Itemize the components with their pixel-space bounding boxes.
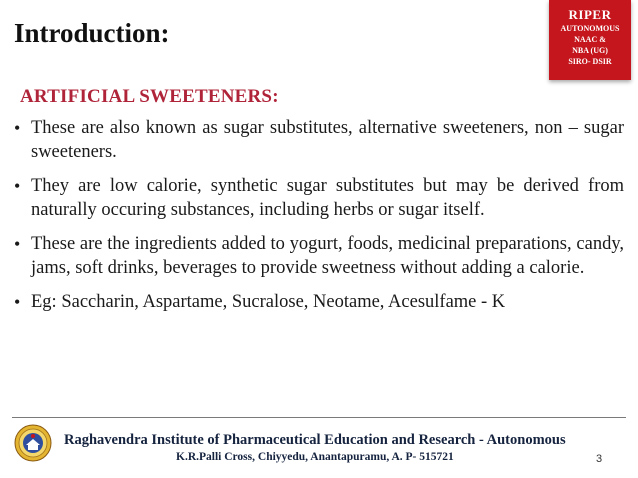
bullet-list: [12, 116, 624, 324]
section-heading: ARTIFICIAL SWEETENERS:: [20, 86, 279, 107]
page-number: 3: [596, 453, 603, 465]
badge-line: NAAC &: [574, 35, 606, 44]
bullet-text: Eg: Saccharin, Aspartame, Sucralose, Neotame, Acesulfame - K: [31, 292, 506, 312]
bullet-text: These are the ingredients added to yogurt, foods, medicinal preparations, candy, jams, soft drinks, beverages to provide sweetness without adding a calorie.: [31, 234, 624, 278]
institution-emblem-icon: [14, 424, 52, 462]
accreditation-badge: [549, 0, 631, 80]
bullet-text: These are also known as sugar substitutes, alternative sweeteners, non – sugar sweeteners.: [31, 118, 624, 162]
bullet-item: [12, 232, 624, 280]
bullet-icon: •: [14, 176, 21, 196]
slide-title: Introduction:: [14, 18, 170, 48]
footer-address: K.R.Palli Cross, Chiyyedu, Anantapuramu, A. P- 515721: [176, 451, 454, 463]
bullet-icon: •: [14, 292, 21, 312]
badge-name: RIPER: [568, 7, 612, 22]
badge-line: NBA (UG): [572, 46, 608, 55]
bullet-text: They are low calorie, synthetic sugar substitutes but may be derived from naturally occuring substances, including herbs or sugar itself.: [31, 176, 624, 220]
footer-institution-name: Raghavendra Institute of Pharmaceutical Education and Research - Autonomous: [64, 432, 566, 448]
badge-line: SIRO- DSIR: [568, 57, 612, 66]
bullet-icon: •: [14, 118, 21, 138]
bullet-item: [12, 116, 624, 164]
badge-line: AUTONOMOUS: [560, 24, 620, 33]
bullet-item: [12, 290, 624, 314]
bullet-icon: •: [14, 234, 21, 254]
bullet-item: [12, 174, 624, 222]
footer-divider: [12, 417, 626, 418]
